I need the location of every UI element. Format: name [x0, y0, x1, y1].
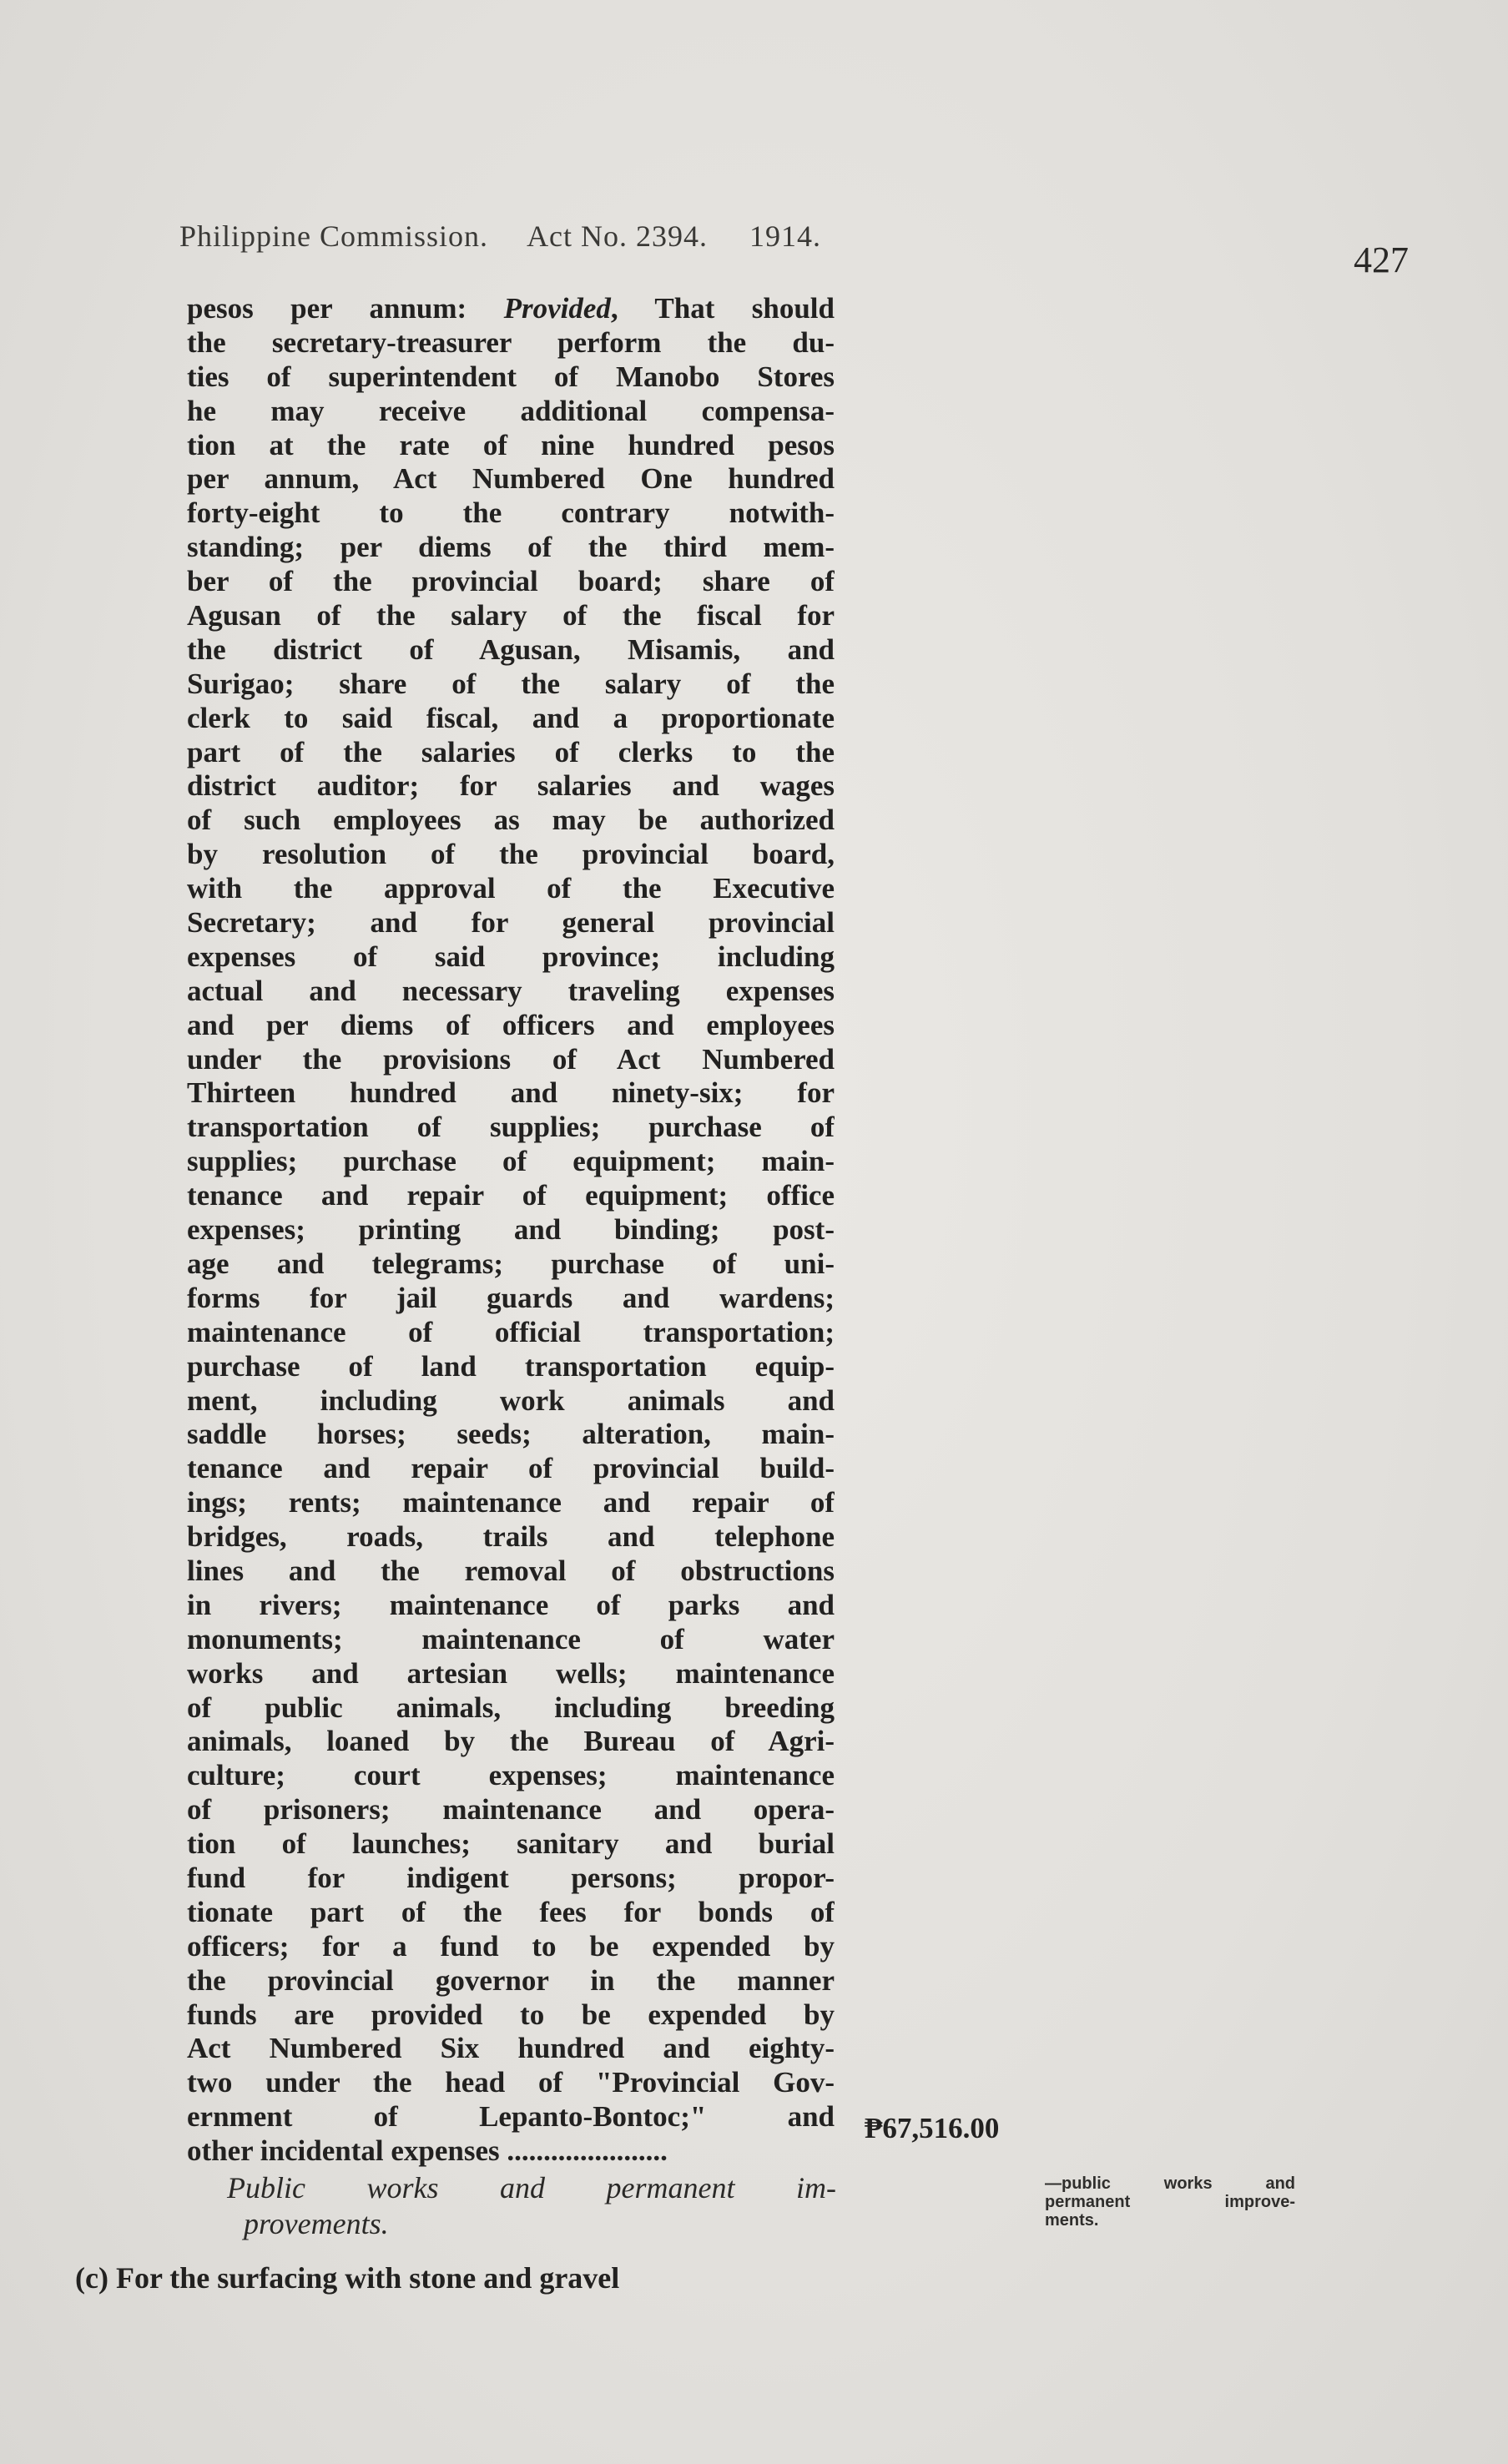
body-line: and per diems of officers and employees	[187, 1008, 835, 1041]
body-line: expenses; printing and binding; post-	[187, 1213, 835, 1247]
body-line: transportation of supplies; purchase of	[187, 1111, 835, 1144]
margin-note	[1045, 2174, 1295, 2230]
margin-note-line: permanent improve-	[1045, 2193, 1295, 2211]
body-line: tion of launches; sanitary and burial	[187, 1827, 835, 1861]
body-line: culture; court expenses; maintenance	[187, 1759, 835, 1792]
body-line: lines and the removal of obstructions	[187, 1554, 835, 1587]
body-line: forms for jail guards and wardens;	[187, 1281, 835, 1314]
body-line: monuments; maintenance of water	[187, 1622, 835, 1655]
body-line: animals, loaned by the Bureau of Agri-	[187, 1725, 835, 1758]
body-line: two under the head of "Provincial Gov-	[187, 2066, 835, 2099]
body-line: works and artesian wells; maintenance	[187, 1656, 835, 1690]
body-line: bridges, roads, trails and telephone	[187, 1520, 835, 1554]
body-line: he may receive additional compensa-	[187, 394, 835, 427]
running-head	[179, 219, 1014, 254]
body-line: ber of the provincial board; share of	[187, 565, 835, 598]
body-line: in rivers; maintenance of parks and	[187, 1588, 835, 1621]
body-line: ment, including work animals and	[187, 1383, 835, 1417]
body-line: Thirteen hundred and ninety-six; for	[187, 1076, 835, 1110]
body-line: age and telegrams; purchase of uni-	[187, 1247, 835, 1280]
body-line: district auditor; for salaries and wages	[187, 769, 835, 803]
body-line: purchase of land transportation equip-	[187, 1349, 835, 1383]
body-line: clerk to said fiscal, and a proportionate	[187, 701, 835, 734]
body-line: actual and necessary traveling expenses	[187, 974, 835, 1007]
body-line: by resolution of the provincial board,	[187, 838, 835, 871]
body-line: the district of Agusan, Misamis, and	[187, 632, 835, 666]
running-head-year: 1914.	[749, 219, 822, 253]
body-line: tion at the rate of nine hundred pesos	[187, 428, 835, 461]
body-line: the secretary-treasurer perform the du-	[187, 325, 835, 359]
body-line: Act Numbered Six hundred and eighty-	[187, 2032, 835, 2065]
appropriation-amount: ₱67,516.00	[865, 2112, 1000, 2144]
body-paragraph	[187, 292, 835, 2169]
body-line: pesos per annum: Provided, That should	[187, 292, 835, 325]
body-line: Secretary; and for general provincial	[187, 906, 835, 940]
subheading-line: provements.	[244, 2207, 389, 2240]
body-line: ings; rents; maintenance and repair of	[187, 1486, 835, 1519]
body-line: maintenance of official transportation;	[187, 1315, 835, 1348]
margin-note-line: ments.	[1045, 2211, 1099, 2230]
subheading-line: Public works and permanent im-	[227, 2171, 836, 2204]
body-line: saddle horses; seeds; alteration, main-	[187, 1418, 835, 1451]
body-line: Agusan of the salary of the fiscal for	[187, 599, 835, 632]
body-line: of prisoners; maintenance and opera-	[187, 1793, 835, 1827]
body-line: with the approval of the Executive	[187, 872, 835, 905]
body-line: supplies; purchase of equipment; main-	[187, 1145, 835, 1178]
body-line: funds are provided to be expended by	[187, 1998, 835, 2031]
body-line: standing; per diems of the third mem-	[187, 531, 835, 564]
body-line: the provincial governor in the manner	[187, 1963, 835, 1997]
body-line: of public animals, including breeding	[187, 1691, 835, 1724]
body-line: Surigao; share of the salary of the	[187, 667, 835, 700]
page-number: 427	[1354, 239, 1409, 280]
body-line: forty-eight to the contrary notwith-	[187, 496, 835, 530]
section-subheading	[227, 2170, 836, 2242]
body-line: expenses of said province; including	[187, 940, 835, 973]
body-line: under the provisions of Act Numbered	[187, 1042, 835, 1076]
body-line: ernment of Lepanto-Bontoc;" and	[187, 2100, 835, 2134]
item-label: (c)	[75, 2261, 108, 2295]
margin-note-line: —public works and	[1045, 2174, 1295, 2193]
body-line: tionate part of the fees for bonds of	[187, 1895, 835, 1928]
body-line: tenance and repair of provincial build-	[187, 1452, 835, 1485]
item-text: For the surfacing with stone and gravel	[115, 2261, 620, 2295]
body-line: part of the salaries of clerks to the	[187, 735, 835, 768]
body-line: officers; for a fund to be expended by	[187, 1929, 835, 1963]
body-line: fund for indigent persons; propor-	[187, 1861, 835, 1894]
body-line: of such employees as may be authorized	[187, 804, 835, 837]
item-c-line	[75, 2260, 836, 2295]
body-line: tenance and repair of equipment; office	[187, 1179, 835, 1212]
body-line: other incidental expenses ......................	[187, 2134, 668, 2168]
running-head-title: Philippine Commission.	[179, 219, 489, 253]
body-line: per annum, Act Numbered One hundred	[187, 462, 835, 496]
body-line: ties of superintendent of Manobo Stores	[187, 360, 835, 393]
running-head-act: Act No. 2394.	[527, 219, 709, 253]
